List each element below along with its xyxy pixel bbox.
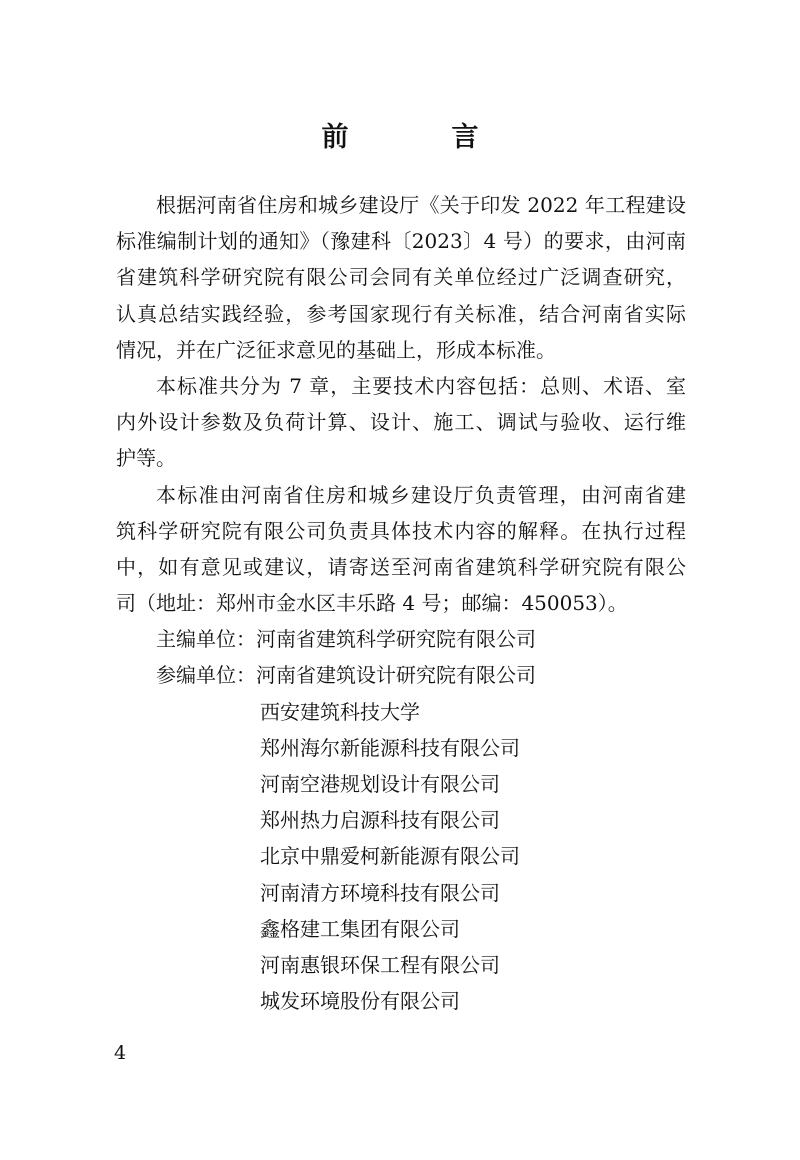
participant-org: 郑州海尔新能源科技有限公司 (260, 735, 520, 760)
participant-org: 鑫格建工集团有限公司 (260, 916, 460, 941)
page-number: 4 (114, 1042, 127, 1064)
participant-org: 北京中鼎爱柯新能源有限公司 (260, 844, 520, 869)
text-line: 本标准共分为 7 章，主要技术内容包括：总则、术语、室 (156, 373, 686, 398)
page-title: 前 言 (321, 122, 517, 153)
text-line: 根据河南省住房和城乡建设厅《关于印发 2022 年工程建设 (156, 193, 686, 217)
participant-org: 河南清方环境科技有限公司 (260, 880, 500, 905)
text-line: 标准编制计划的通知》（豫建科〔2023〕4 号）的要求，由河南 (116, 229, 686, 254)
text-line: 认真总结实践经验，参考国家现行有关标准，结合河南省实际 (116, 301, 686, 326)
text-line: 情况，并在广泛征求意见的基础上，形成本标准。 (116, 337, 556, 362)
participant-org: 河南惠银环保工程有限公司 (260, 952, 500, 977)
participants-line (116, 657, 686, 693)
document-body (116, 187, 686, 1019)
text-line: 中，如有意见或建议，请寄送至河南省建筑科学研究院有限公 (116, 554, 686, 579)
participant-org: 河南省建筑设计研究院有限公司 (256, 663, 536, 688)
text-line: 本标准由河南省住房和城乡建设厅负责管理，由河南省建 (156, 482, 686, 507)
chief-editor-label: 主编单位： (156, 627, 256, 652)
chief-editor-org: 河南省建筑科学研究院有限公司 (256, 627, 536, 652)
text-line: 筑科学研究院有限公司负责具体技术内容的解释。在执行过程 (116, 518, 686, 543)
participant-org: 西安建筑科技大学 (260, 699, 420, 724)
participant-org: 河南空港规划设计有限公司 (260, 772, 500, 796)
participant-org: 郑州热力启源科技有限公司 (260, 808, 500, 833)
text-line: 护等。 (116, 446, 176, 471)
chief-editor-line (116, 621, 686, 657)
text-line: 内外设计参数及负荷计算、设计、施工、调试与验收、运行维 (116, 410, 686, 435)
text-line: 司（地址：郑州市金水区丰乐路 4 号；邮编：450053）。 (116, 591, 628, 616)
participants-label: 参编单位： (156, 663, 256, 688)
text-line: 省建筑科学研究院有限公司会同有关单位经过广泛调查研究， (116, 265, 686, 290)
participant-org: 城发环境股份有限公司 (260, 989, 460, 1014)
